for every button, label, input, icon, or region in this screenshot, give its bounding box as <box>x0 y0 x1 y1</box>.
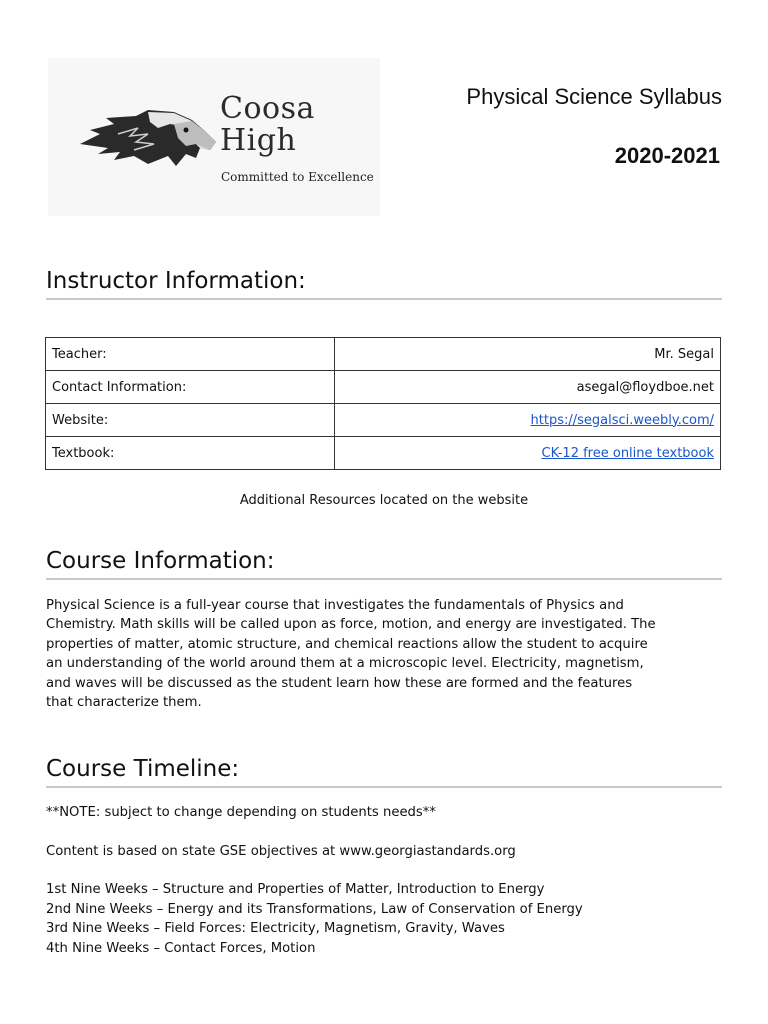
description-line: that characterize them. <box>46 695 202 711</box>
resources-note: Additional Resources located on the website <box>239 493 529 508</box>
table-row <box>46 338 721 371</box>
eagle-icon <box>78 104 218 176</box>
timeline-heading: Course Timeline: <box>46 756 722 788</box>
contact-value: asegal@floydboe.net <box>335 371 721 404</box>
website-link[interactable]: https://segalsci.weebly.com/ <box>530 412 714 428</box>
timeline-item: 1st Nine Weeks – Structure and Properties of Matter, Introduction to Energy <box>46 882 545 897</box>
school-year: 2020-2021 <box>614 143 720 168</box>
description-line: an understanding of the world around them at a microscopic level. Electricity, magnetism, <box>46 656 644 672</box>
table-row <box>46 437 721 470</box>
course-description <box>46 596 726 712</box>
school-name-line1: Coosa <box>220 91 315 126</box>
website-label: Website: <box>46 404 335 437</box>
description-line: Chemistry. Math skills will be called upon as force, motion, and energy are investigated. The <box>46 617 656 633</box>
teacher-value: Mr. Segal <box>335 338 721 371</box>
course-info-heading: Course Information: <box>46 548 722 580</box>
table-row <box>46 404 721 437</box>
teacher-label: Teacher: <box>46 338 335 371</box>
school-tagline: Committed to Excellence <box>221 170 374 184</box>
textbook-link[interactable]: CK-12 free online textbook <box>541 445 714 461</box>
contact-label: Contact Information: <box>46 371 335 404</box>
timeline-note: **NOTE: subject to change depending on students needs** <box>46 805 436 820</box>
timeline-item: 3rd Nine Weeks – Field Forces: Electricity, Magnetism, Gravity, Waves <box>46 921 505 936</box>
textbook-label: Textbook: <box>46 437 335 470</box>
timeline-item: 4th Nine Weeks – Contact Forces, Motion <box>46 941 316 956</box>
description-line: Physical Science is a full-year course that investigates the fundamentals of Physics and <box>46 598 624 613</box>
instructor-heading: Instructor Information: <box>46 268 722 300</box>
description-line: properties of matter, atomic structure, and chemical reactions allow the student to acquire <box>46 636 648 652</box>
description-line: and waves will be discussed as the student learn how these are formed and the features <box>46 675 633 691</box>
syllabus-title: Physical Science Syllabus <box>466 84 722 109</box>
school-logo <box>48 58 380 216</box>
table-row <box>46 371 721 404</box>
timeline-item: 2nd Nine Weeks – Energy and its Transformations, Law of Conservation of Energy <box>46 902 583 917</box>
instructor-table <box>45 337 721 470</box>
content-basis: Content is based on state GSE objectives at www.georgiastandards.org <box>46 844 516 859</box>
school-name-line2: High <box>220 123 297 158</box>
